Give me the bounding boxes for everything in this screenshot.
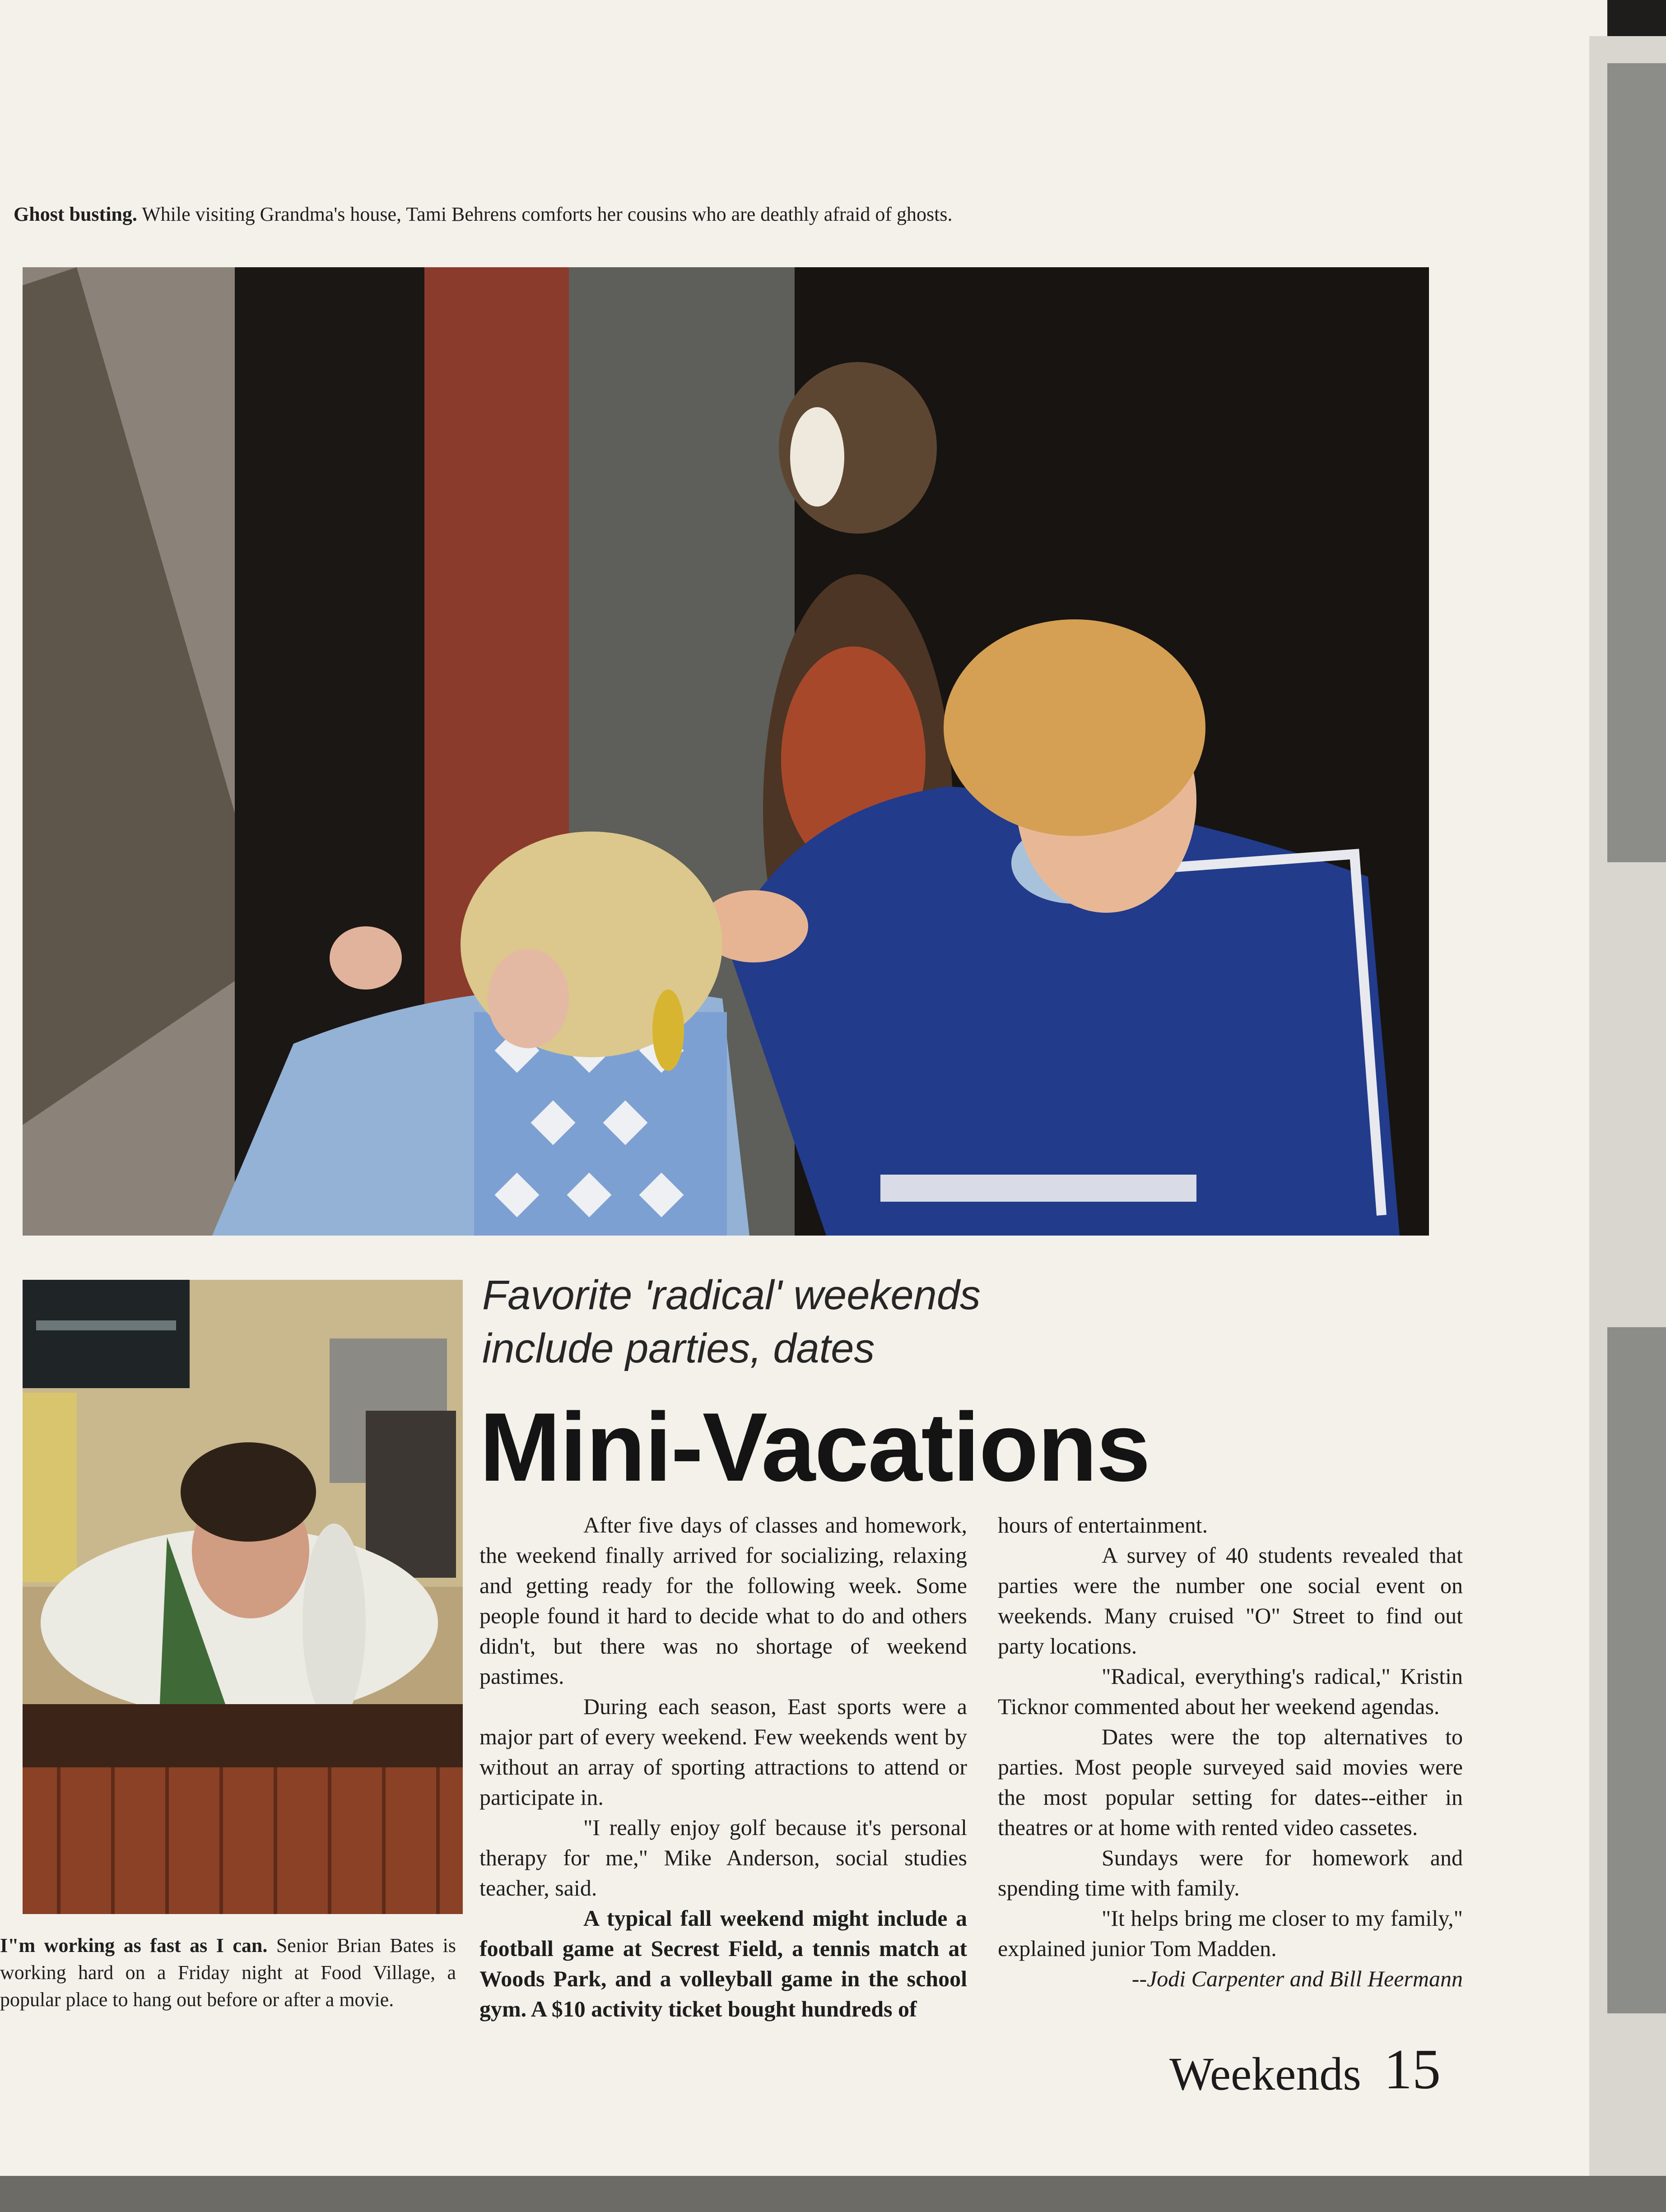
byline: --Jodi Carpenter and Bill Heermann <box>1131 1966 1463 1991</box>
page-number: 15 <box>1384 2038 1441 2101</box>
photo-illustration <box>23 267 1429 1236</box>
photo-illustration <box>23 1280 463 1914</box>
page-edge-bottom <box>0 2176 1666 2212</box>
paragraph: During each season, East sports were a major part of every weekend. Few weekends went by without an array of sporting attractions to attend or participate in. <box>479 1694 967 1810</box>
caption-lead: I"m working as fast as I can. <box>0 1934 268 1956</box>
paragraph: hours of entertainment. <box>998 1512 1208 1538</box>
paragraph: A typical fall weekend might include a football game at Secrest Field, a tennis match at Woods Park, and a volleyball game in the school gym. A $10 activity ticket bought hundreds of <box>479 1905 967 2021</box>
caption-text: While visiting Grandma's house, Tami Behrens comforts her cousins who are deathly afraid of ghosts. <box>142 203 953 225</box>
page-edge-tab <box>1607 63 1666 862</box>
ghost-busting-photo <box>23 267 1429 1236</box>
page-edge-tab <box>1607 1327 1666 2013</box>
paragraph: Dates were the top alternatives to parties. Most people surveyed said movies were the most popular setting for dates--either in theatres or at home with rented video cassetes. <box>998 1724 1463 1840</box>
paragraph: "I really enjoy golf because it's personal therapy for me," Mike Anderson, social studies teacher, said. <box>479 1815 967 1901</box>
article-column-1 <box>479 1510 967 2024</box>
paragraph: A survey of 40 students revealed that parties were the number one social event on weekends. Many cruised "O" Street to find out party locations. <box>998 1543 1463 1659</box>
paragraph: Sundays were for homework and spending time with family. <box>998 1845 1463 1901</box>
food-village-photo <box>23 1280 463 1914</box>
top-photo-caption <box>14 201 1233 228</box>
side-photo-caption <box>0 1932 456 2013</box>
paragraph: "It helps bring me closer to my family," explained junior Tom Madden. <box>998 1905 1463 1961</box>
paragraph: "Radical, everything's radical," Kristin Ticknor commented about her weekend agendas. <box>998 1664 1463 1719</box>
article-headline: Mini-Vacations <box>479 1392 1150 1501</box>
article-column-2 <box>998 1510 1463 1994</box>
kicker-line-1: Favorite 'radical' weekends <box>482 1272 981 1318</box>
section-label: Weekends <box>1169 2048 1361 2100</box>
kicker-line-2: include parties, dates <box>482 1325 875 1371</box>
paragraph: After five days of classes and homework, the weekend finally arrived for socializing, relaxing and getting ready for the following week. Some people found it hard to decide what to do and others didn't, but there was no shortage of weekend pastimes. <box>479 1512 967 1689</box>
caption-lead: Ghost busting. <box>14 203 137 225</box>
article-kicker <box>482 1269 1250 1375</box>
caption-text: Senior Brian Bates is working hard on a Friday night at Food Village, a popular place to hang out before or after a movie. <box>0 1934 456 2011</box>
